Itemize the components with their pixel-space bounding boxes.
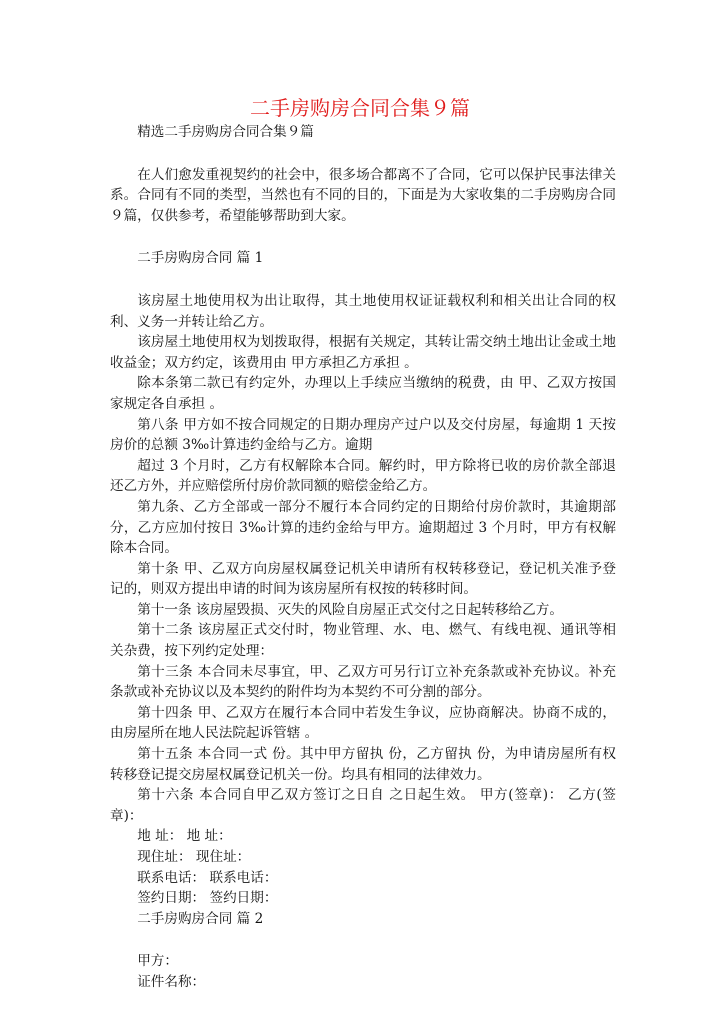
signature-line-phone: 联系电话： 联系电话： <box>137 869 278 886</box>
signature-line-residence: 现住址： 现住址： <box>137 849 251 865</box>
clause-paragraph: 第十条 甲、乙双方向房屋权属登记机关申请所有权转移登记，登记机关准予登记的，则双方提出申请的时间为该房屋所有权按的转移时间。 <box>110 560 616 598</box>
signature-line-address: 地 址： 地 址： <box>137 828 232 845</box>
clause-paragraph: 第十四条 甲、乙双方在履行本合同中若发生争议，应协商解决。协商不成的，由房屋所在地人民法院起诉管辖 。 <box>110 704 616 742</box>
clause-paragraph: 该房屋土地使用权为划拨取得，根据有关规定，其转让需交纳土地出让金或土地收益金；双方约定，该费用由 甲方承担乙方承担 。 <box>110 334 616 371</box>
clause-paragraph: 第八条 甲方如不按合同规定的日期办理房产过户以及交付房屋，每逾期 1 天按房价的总额 3‰计算违约金给与乙方。逾期 <box>110 416 616 454</box>
clause-paragraph: 第十三条 本合同未尽事宜，甲、乙双方可另行订立补充条款或补充协议。补充条款或补充协议以及本契约的附件均为本契约不可分割的部分。 <box>110 663 616 701</box>
clause-paragraph: 第十五条 本合同一式 份。其中甲方留执 份，乙方留执 份，为申请房屋所有权转移登记提交房屋权属登记机关一份。均具有相同的法律效力。 <box>110 746 616 783</box>
signature-line-date: 签约日期： 签约日期： <box>137 890 278 907</box>
party-a-line: 甲方： <box>137 953 178 970</box>
clause-paragraph: 第十二条 该房屋正式交付时，物业管理、水、电、燃气、有线电视、通讯等相关杂费，按下列约定处理： <box>110 622 616 660</box>
id-document-line: 证件名称： <box>137 973 206 990</box>
section-heading-2: 二手房购房合同 篇 2 <box>137 910 264 927</box>
clause-paragraph: 第十一条 该房屋毁损、灭失的风险自房屋正式交付之日起转移给乙方。 <box>137 601 563 618</box>
clause-paragraph: 第九条、乙方全部或一部分不履行本合同约定的日期给付房价款时，其逾期部分，乙方应加付按日 3‰计算的违约金给与甲方。逾期超过 3 个月时，甲方有权解除本合同。 <box>110 498 616 557</box>
subtitle: 精选二手房购房合同合集９篇 <box>137 124 314 140</box>
intro-paragraph: 在人们愈发重视契约的社会中，很多场合都离不了合同，它可以保护民事法律关系。合同有不同的类型，当然也有不同的目的，下面是为大家收集的二手房购房合同９篇，仅供参考，希望能够帮助到大家。 <box>110 166 616 224</box>
clause-paragraph: 除本条第二款已有约定外，办理以上手续应当缴纳的税费，由 甲、乙双方按国家规定各自承担 。 <box>110 375 616 412</box>
document-title: 二手房购房合同合集９篇 <box>250 96 470 120</box>
document-body <box>110 122 616 993</box>
clause-paragraph: 超过 3 个月时，乙方有权解除本合同。解约时，甲方除将已收的房价款全部退还乙方外，并应赔偿所付房价款同额的赔偿金给乙方。 <box>110 457 616 495</box>
clause-paragraph: 该房屋土地使用权为出让取得，其土地使用权证证载权利和相关出让合同的权利、义务一并转让给乙方。 <box>110 292 616 330</box>
section-heading-1: 二手房购房合同 篇 1 <box>137 250 264 267</box>
clause-paragraph: 第十六条 本合同自甲乙双方签订之日自 之日起生效。 甲方(签章)： 乙方(签章)： <box>110 787 616 824</box>
